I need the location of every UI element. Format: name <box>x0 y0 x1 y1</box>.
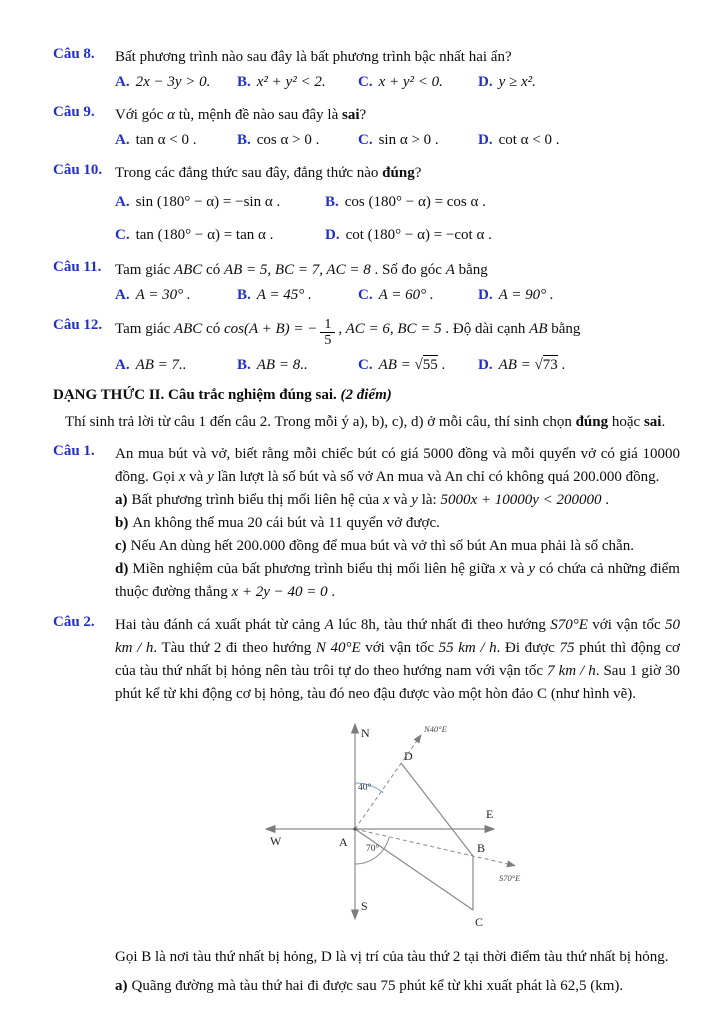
label-angle-70: 70° <box>366 844 380 854</box>
intro-text: với vận tốc <box>360 640 439 656</box>
tf2-intro <box>115 614 680 706</box>
tf1-item-d <box>115 558 680 604</box>
label-point-a: A <box>339 835 348 849</box>
stem-text: . Số đo góc <box>370 262 446 278</box>
intro-math: 7 km / h <box>547 663 596 679</box>
option-a <box>115 354 237 377</box>
option-d <box>478 71 680 94</box>
after-figure-text: Gọi B là nơi tàu thứ nhất bị hỏng, D là vị trí của tàu thứ 2 tại thời điểm tàu thứ nhất bị hỏng. <box>115 949 669 965</box>
section-2-instructions <box>65 411 680 434</box>
tf1-intro <box>115 443 680 489</box>
section-2-heading <box>53 387 680 404</box>
label-point-c: C <box>475 915 484 929</box>
option-text: A = 45° . <box>256 287 312 303</box>
option-b <box>325 191 680 214</box>
option-letter: C. <box>115 227 130 243</box>
question-9 <box>53 104 680 152</box>
option-b <box>237 284 358 307</box>
option-a <box>115 129 237 152</box>
option-letter: A. <box>115 132 130 148</box>
stem-emphasis: sai <box>342 107 360 123</box>
option-letter: B. <box>237 132 251 148</box>
figure-svg <box>255 714 555 932</box>
question-10-stem <box>115 162 680 185</box>
label-north: N <box>361 726 370 740</box>
option-c <box>358 71 478 94</box>
item-math: x <box>382 492 390 508</box>
stem-math: cos(A + B) = − <box>223 321 318 337</box>
stem-text: có <box>202 321 224 337</box>
stem-text: bằng <box>547 321 581 337</box>
item-text: và <box>389 492 412 508</box>
point-a-dot <box>353 827 356 830</box>
option-text: AB = 7.. <box>135 357 187 373</box>
option-text: AB = <box>378 357 415 373</box>
option-text: . <box>557 357 566 373</box>
intro-math: 55 km / h <box>438 640 497 656</box>
label-south: S <box>361 899 368 913</box>
fraction <box>320 317 335 348</box>
note-emphasis: sai <box>643 414 662 430</box>
stem-math: A <box>445 262 455 278</box>
option-text: x² + y² < 2. <box>256 74 326 90</box>
item-text: và <box>506 561 529 577</box>
intro-text: với vận tốc <box>587 617 665 633</box>
option-letter: A. <box>115 357 130 373</box>
question-11-stem <box>115 259 680 282</box>
stem-math: AB = 5, BC = 7, AC = 8 <box>223 262 371 278</box>
item-text: Bất phương trình biểu thị mối liên hệ của <box>131 492 383 508</box>
stem-math: ABC <box>173 262 203 278</box>
stem-text: Trong các đẳng thức sau đây, đẳng thức nào <box>115 165 383 181</box>
option-text: A = 30° . <box>135 287 191 303</box>
intro-text: Hai tàu đánh cá xuất phát từ cảng <box>115 617 325 633</box>
option-c <box>358 354 478 377</box>
option-text: AB = <box>498 357 535 373</box>
intro-text: lần lượt là số bút và số vở An mua và An chỉ có không quá 200.000 đồng. <box>213 469 660 485</box>
option-text: tan α < 0 . <box>135 132 197 148</box>
item-text: . <box>601 492 610 508</box>
option-letter: B. <box>237 357 251 373</box>
question-12-options <box>115 354 680 377</box>
intro-text: và <box>185 469 208 485</box>
item-text: là: <box>417 492 441 508</box>
tf2-after-figure <box>115 946 680 969</box>
item-text: Nếu An dùng hết 200.000 đồng để mua bút và vở thì số bút An mua phải là số chẵn. <box>130 538 634 554</box>
stem-text: Với góc <box>115 107 168 123</box>
sqrt-expression: √55 <box>414 357 438 373</box>
question-11 <box>53 259 680 307</box>
stem-text: bằng <box>454 262 488 278</box>
option-letter: D. <box>325 227 340 243</box>
question-8-label: Câu 8. <box>53 46 95 62</box>
intro-text: . Đi được <box>496 640 560 656</box>
sqrt-radicand: 55 <box>422 357 438 373</box>
tf1-item-b <box>115 512 680 535</box>
item-number: 62,5 <box>560 978 587 994</box>
intro-text: . Sau 1 giờ 30 phút kể từ khi động cơ bị hỏng, tàu đó neo đậu được vào một hòn đảo C (như hình vẽ). <box>115 663 680 702</box>
option-text: sin α > 0 . <box>378 132 439 148</box>
stem-emphasis: đúng <box>382 165 415 181</box>
stem-math: ABC <box>173 321 203 337</box>
option-letter: A. <box>115 74 130 90</box>
item-math: y <box>411 492 418 508</box>
question-8-options <box>115 71 680 94</box>
stem-text: có <box>202 262 224 278</box>
stem-text: ? <box>359 107 367 123</box>
item-math: x <box>499 561 507 577</box>
question-8-stem <box>115 46 680 69</box>
option-b <box>237 71 358 94</box>
item-text: Quãng đường mà tàu thứ hai đi được sau <box>131 978 381 994</box>
question-8 <box>53 46 680 94</box>
intro-math: x <box>178 469 186 485</box>
item-text: có chứa cả những điểm thuộc đường thẳng <box>115 561 680 600</box>
fraction-numerator: 1 <box>320 317 335 333</box>
intro-text: An mua bút và vở, biết rằng mỗi chiếc bút có giá 5000 đồng và mỗi quyển vở có giá 10000 đồng. Gọi <box>115 446 680 485</box>
item-math: 5000x + 10000y < 200000 <box>440 492 602 508</box>
stem-text: ? <box>414 165 422 181</box>
sqrt-expression: √73 <box>534 357 558 373</box>
navigation-figure <box>255 714 555 940</box>
question-11-options <box>115 284 680 307</box>
option-a <box>115 71 237 94</box>
item-text: Miền nghiệm của bất phương trình biểu thị mối liên hệ giữa <box>132 561 500 577</box>
intro-math: 75 <box>559 640 575 656</box>
tf-question-1 <box>53 443 680 604</box>
question-10-label: Câu 10. <box>53 162 103 178</box>
option-text: sin (180° − α) = −sin α . <box>135 194 281 210</box>
note-emphasis: đúng <box>575 414 609 430</box>
option-letter: C. <box>358 287 373 303</box>
option-d <box>478 284 680 307</box>
intro-math: y <box>207 469 214 485</box>
option-a <box>115 191 325 214</box>
intro-math: 50 km / h <box>115 617 680 656</box>
item-label: b) <box>115 515 129 531</box>
option-d <box>478 129 680 152</box>
option-text: A = 90° . <box>498 287 554 303</box>
question-11-label: Câu 11. <box>53 259 102 275</box>
question-10-options <box>115 191 680 247</box>
option-d <box>325 224 680 247</box>
stem-math: AB <box>529 321 548 337</box>
note-text: hoặc <box>608 414 644 430</box>
item-label: a) <box>115 492 128 508</box>
question-12-label: Câu 12. <box>53 317 103 333</box>
intro-text: . Tàu thứ 2 đi theo hướng <box>153 640 316 656</box>
stem-text: Tam giác <box>115 262 174 278</box>
stem-text: . Độ dài cạnh <box>441 321 530 337</box>
stem-text: tù, mệnh đề nào sau đây là <box>174 107 343 123</box>
question-9-stem <box>115 104 680 127</box>
item-text: An không thể mua 20 cái bút và 11 quyển vở được. <box>132 515 440 531</box>
option-letter: A. <box>115 194 130 210</box>
option-c <box>115 224 325 247</box>
option-text: 2x − 3y > 0. <box>135 74 211 90</box>
option-d <box>478 354 680 377</box>
intro-math: S70°E <box>550 617 588 633</box>
label-bearing-n40e: N40°E <box>424 724 447 734</box>
segment-a-c <box>355 829 473 910</box>
option-letter: C. <box>358 74 373 90</box>
item-math: y <box>528 561 536 577</box>
question-9-options <box>115 129 680 152</box>
tf1-item-a <box>115 489 680 512</box>
option-letter: D. <box>478 357 493 373</box>
stem-text: Tam giác <box>115 321 174 337</box>
tf-question-1-label: Câu 1. <box>53 443 95 459</box>
item-number: 75 <box>380 978 396 994</box>
label-east: E <box>486 807 494 821</box>
item-label: d) <box>115 561 129 577</box>
sqrt-radicand: 73 <box>542 357 558 373</box>
option-text: AB = 8.. <box>256 357 308 373</box>
intro-math: A <box>324 617 334 633</box>
item-text: (km). <box>586 978 624 994</box>
option-text: x + y² < 0. <box>378 74 443 90</box>
question-12-stem <box>115 317 680 348</box>
option-text: cot α < 0 . <box>498 132 560 148</box>
fraction-denominator: 5 <box>324 333 332 348</box>
option-letter: D. <box>478 132 493 148</box>
label-point-b: B <box>477 841 486 855</box>
label-angle-40: 40° <box>358 783 372 793</box>
stem-math: α <box>167 107 175 123</box>
option-text: cos α > 0 . <box>256 132 320 148</box>
item-math: x + 2y − 40 = 0 <box>231 584 328 600</box>
tf2-item-a <box>115 975 680 998</box>
option-text: A = 60° . <box>378 287 434 303</box>
option-text: . <box>437 357 446 373</box>
label-bearing-s70e: S70°E <box>499 873 521 883</box>
question-12 <box>53 317 680 377</box>
option-text: cot (180° − α) = −cot α . <box>345 227 492 243</box>
intro-text: lúc 8h, tàu thứ nhất đi theo hướng <box>333 617 551 633</box>
question-9-label: Câu 9. <box>53 104 95 120</box>
option-text: tan (180° − α) = tan α . <box>135 227 274 243</box>
option-letter: A. <box>115 287 130 303</box>
tf1-item-c <box>115 535 680 558</box>
note-text: . <box>661 414 666 430</box>
label-west: W <box>270 834 282 848</box>
option-letter: B. <box>237 74 251 90</box>
option-text: y ≥ x². <box>498 74 536 90</box>
item-text: . <box>327 584 336 600</box>
tf-question-2-label: Câu 2. <box>53 614 95 630</box>
option-b <box>237 354 358 377</box>
option-letter: B. <box>237 287 251 303</box>
option-a <box>115 284 237 307</box>
option-letter: D. <box>478 74 493 90</box>
section-2-points: (2 điểm) <box>340 387 392 403</box>
option-letter: C. <box>358 132 373 148</box>
option-b <box>237 129 358 152</box>
intro-text: phút thì động cơ của tàu thứ nhất bị hỏng nên tàu trôi tự do theo hướng nam với vận tốc <box>115 640 680 679</box>
stem-text: Bất phương trình nào sau đây là bất phương trình bậc nhất hai ẩn? <box>115 49 512 65</box>
note-text: Thí sinh trả lời từ câu 1 đến câu 2. Trong mỗi ý a), b), c), d) ở mỗi câu, thí sinh chọn <box>65 414 576 430</box>
question-10 <box>53 162 680 249</box>
item-label: a) <box>115 978 128 994</box>
option-text: cos (180° − α) = cos α . <box>344 194 486 210</box>
option-letter: C. <box>358 357 373 373</box>
option-c <box>358 129 478 152</box>
tf-question-2 <box>53 614 680 998</box>
item-label: c) <box>115 538 127 554</box>
option-letter: D. <box>478 287 493 303</box>
intro-math: N 40°E <box>315 640 361 656</box>
option-letter: B. <box>325 194 339 210</box>
item-text: phút kể từ khi xuất phát là <box>395 978 561 994</box>
stem-math: , AC = 6, BC = 5 <box>338 321 442 337</box>
section-2-title: DẠNG THỨC II. Câu trắc nghiệm đúng sai. <box>53 387 337 403</box>
option-c <box>358 284 478 307</box>
label-point-d: D <box>404 749 413 763</box>
